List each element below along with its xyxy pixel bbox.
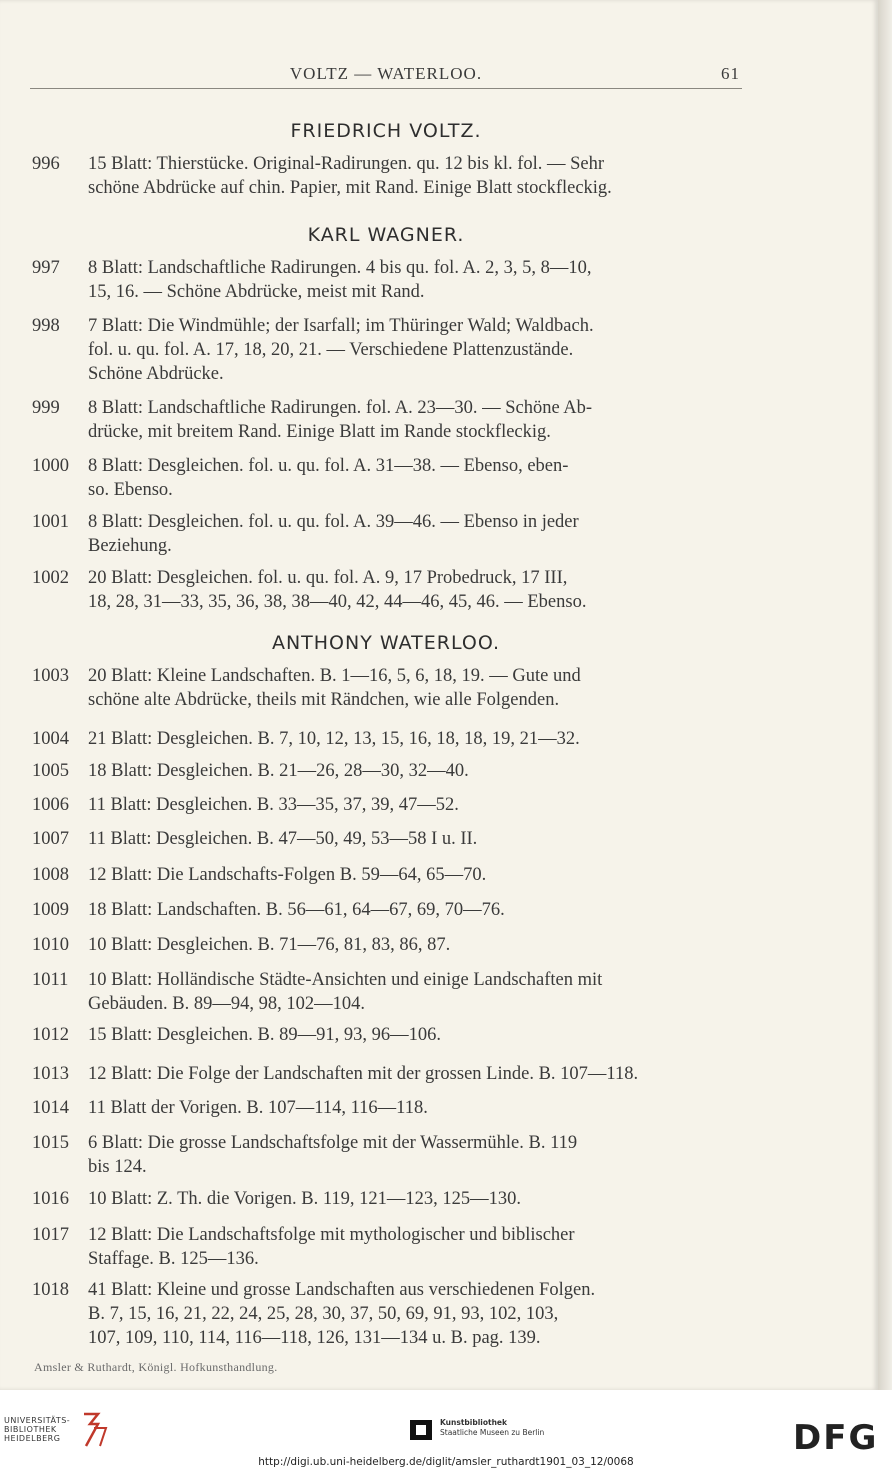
entry-line: 12 Blatt: Die Folge der Landschaften mit der grossen Linde. B. 107—118. [88, 1064, 639, 1084]
entry-line: Staffage. B. 125—136. [88, 1249, 259, 1269]
dfg-logo: DFG [793, 1418, 879, 1458]
entry-number: 1017 [32, 1225, 69, 1245]
entry-number: 1014 [32, 1098, 69, 1118]
entry-line: 21 Blatt: Desgleichen. B. 7, 10, 12, 13, 15, 16, 18, 18, 19, 21—32. [88, 729, 580, 749]
entry-number: 996 [32, 154, 60, 174]
entry-line: 15 Blatt: Desgleichen. B. 89—91, 93, 96—106. [88, 1025, 442, 1045]
entry-line: drücke, mit breitem Rand. Einige Blatt im Rande stockfleckig. [88, 422, 551, 442]
entry-line: 15 Blatt: Thierstücke. Original-Radirungen. qu. 12 bis kl. fol. — Sehr [88, 154, 605, 174]
entry-line: 20 Blatt: Kleine Landschaften. B. 1—16, 5, 6, 18, 19. — Gute und [88, 666, 581, 686]
entry-line: 8 Blatt: Landschaftliche Radirungen. fol. A. 23—30. — Schöne Ab- [88, 398, 593, 418]
entry-number: 1004 [32, 729, 69, 749]
entry-line: 18 Blatt: Landschaften. B. 56—61, 64—67, 69, 70—76. [88, 900, 505, 920]
entry-number: 1011 [32, 970, 69, 990]
entry-number: 1013 [32, 1064, 69, 1084]
permalink-url[interactable]: http://digi.ub.uni-heidelberg.de/diglit/amsler_ruthardt1901_03_12/0068 [258, 1456, 634, 1468]
entry-line: 11 Blatt der Vorigen. B. 107—114, 116—118. [88, 1098, 428, 1118]
entry-number: 997 [32, 258, 60, 278]
university-line: HEIDELBERG [4, 1434, 61, 1443]
entry-line: Schöne Abdrücke. [88, 364, 224, 384]
entry-number: 999 [32, 398, 60, 418]
entry-number: 1018 [32, 1280, 69, 1300]
entry-line: 12 Blatt: Die Landschaftsfolge mit mythologischer und biblischer [88, 1225, 575, 1245]
entry-line: 8 Blatt: Desgleichen. fol. u. qu. fol. A. 31—38. — Ebenso, eben- [88, 456, 569, 476]
entry-line: 15, 16. — Schöne Abdrücke, meist mit Rand. [88, 282, 425, 302]
entry-line: 20 Blatt: Desgleichen. fol. u. qu. fol. A. 9, 17 Probedruck, 17 III, [88, 568, 568, 588]
entry-line: 8 Blatt: Landschaftliche Radirungen. 4 bis qu. fol. A. 2, 3, 5, 8—10, [88, 258, 592, 278]
kb-name: Kunstbibliothek [440, 1418, 508, 1427]
entry-number: 1016 [32, 1189, 69, 1209]
entry-line: Beziehung. [88, 536, 172, 556]
entry-line: 11 Blatt: Desgleichen. B. 33—35, 37, 39, 47—52. [88, 795, 459, 815]
entry-number: 1008 [32, 865, 69, 885]
entry-number: 1007 [32, 829, 69, 849]
kb-subtitle: Staatliche Museen zu Berlin [440, 1428, 545, 1437]
entry-line: fol. u. qu. fol. A. 17, 18, 20, 21. — Verschiedene Plattenzustände. [88, 340, 574, 360]
entry-line: schöne alte Abdrücke, theils mit Rändchen, wie alle Folgenden. [88, 690, 560, 710]
university-line: UNIVERSITÄTS- [4, 1416, 71, 1425]
entry-line: 7 Blatt: Die Windmühle; der Isarfall; im Thüringer Wald; Waldbach. [88, 316, 594, 336]
entry-line: bis 124. [88, 1157, 147, 1177]
entry-line: 12 Blatt: Die Landschafts-Folgen B. 59—64, 65—70. [88, 865, 487, 885]
page-edge [878, 0, 892, 1390]
entry-number: 1000 [32, 456, 69, 476]
entry-line: schöne Abdrücke auf chin. Papier, mit Rand. Einige Blatt stockfleckig. [88, 178, 612, 198]
entry-line: 10 Blatt: Desgleichen. B. 71—76, 81, 83, 86, 87. [88, 935, 451, 955]
kunstbibliothek-label [440, 1418, 544, 1438]
publisher-imprint: Amsler & Ruthardt, Königl. Hofkunsthandlung. [34, 1360, 278, 1374]
entry-line: 18 Blatt: Desgleichen. B. 21—26, 28—30, 32—40. [88, 761, 469, 781]
entry-number: 1012 [32, 1025, 69, 1045]
entry-number: 1010 [32, 935, 69, 955]
kunstbibliothek-logo-icon [410, 1420, 432, 1440]
entry-line: 11 Blatt: Desgleichen. B. 47—50, 49, 53—58 I u. II. [88, 829, 478, 849]
entry-line: B. 7, 15, 16, 21, 22, 24, 25, 28, 30, 37, 50, 69, 91, 93, 102, 103, [88, 1304, 559, 1324]
entry-line: 18, 28, 31—33, 35, 36, 38, 38—40, 42, 44—46, 45, 46. — Ebenso. [88, 592, 587, 612]
entry-number: 1009 [32, 900, 69, 920]
entry-number: 1003 [32, 666, 69, 686]
entry-line: Gebäuden. B. 89—94, 98, 102—104. [88, 994, 365, 1014]
entry-number: 1015 [32, 1133, 69, 1153]
entry-line: so. Ebenso. [88, 480, 173, 500]
entry-number: 1006 [32, 795, 69, 815]
section-title-wagner: KARL WAGNER. [307, 224, 465, 246]
entry-line: 10 Blatt: Z. Th. die Vorigen. B. 119, 121—123, 125—130. [88, 1189, 522, 1209]
university-library-name [4, 1416, 70, 1443]
running-head [30, 64, 742, 89]
running-head-title: VOLTZ — WATERLOO. [289, 64, 483, 83]
entry-line: 6 Blatt: Die grosse Landschaftsfolge mit der Wassermühle. B. 119 [88, 1133, 578, 1153]
section-title-voltz: FRIEDRICH VOLTZ. [290, 120, 482, 142]
entry-number: 998 [32, 316, 60, 336]
page-number: 61 [721, 64, 740, 83]
entry-line: 8 Blatt: Desgleichen. fol. u. qu. fol. A. 39—46. — Ebenso in jeder [88, 512, 579, 532]
entry-number: 1005 [32, 761, 69, 781]
entry-number: 1002 [32, 568, 69, 588]
university-line: BIBLIOTHEK [4, 1425, 57, 1434]
entry-line: 10 Blatt: Holländische Städte-Ansichten und einige Landschaften mit [88, 970, 603, 990]
entry-line: 41 Blatt: Kleine und grosse Landschaften aus verschiedenen Folgen. [88, 1280, 596, 1300]
digitization-footer [0, 1390, 892, 1473]
section-title-waterloo: ANTHONY WATERLOO. [271, 632, 501, 654]
entry-number: 1001 [32, 512, 69, 532]
university-logo-icon [80, 1410, 110, 1450]
entry-line: 107, 109, 110, 114, 116—118, 126, 131—134 u. B. pag. 139. [88, 1328, 541, 1348]
